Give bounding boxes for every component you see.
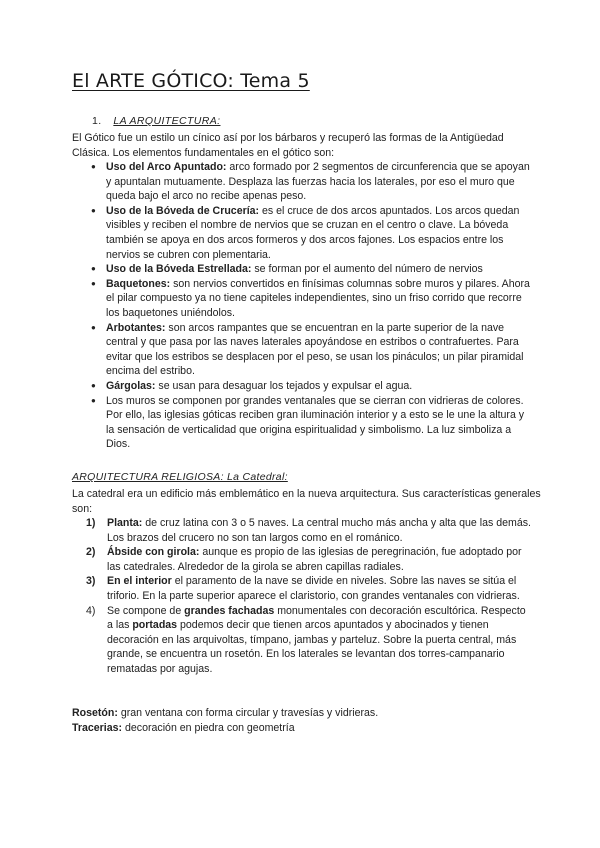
page-title: El ARTE GÓTICO: Tema 5 — [72, 70, 310, 92]
item-term: Ábside con girola: — [107, 546, 200, 559]
list-item — [86, 545, 534, 574]
bullet-text: es el cruce de dos arcos apuntados. Los arcos quedan visibles y reciben el nombre de nervios que se cruzan en el centro o clave. La bóveda también se apoya en dos arcos formeros y dos arcos fajones. Los espacios entre los nervios se cubren con plementaria. — [106, 204, 520, 261]
bullet-text: arco formado por 2 segmentos de circunferencia que se apoyan y apuntalan mutuamente. Desplaza las fuerzas hacia los laterales, por eso el muro que queda bajo el arco no recibe apenas peso. — [106, 161, 530, 203]
bullet-term: Arbotantes: — [106, 321, 166, 334]
item-number: 3) — [86, 575, 96, 588]
bullet-text: son arcos rampantes que se encuentran en la parte superior de la nave central y que pasa por las naves laterales apoyándose en estribos o contrafuertes. Para evitar que los estribos se desplacen por el peso, se usan los pináculos; un pilar piramidal encima del estribo. — [106, 321, 524, 378]
item-term: grandes fachadas — [184, 604, 275, 617]
definition-text: decoración en piedra con geometría — [122, 722, 295, 734]
item-term: En el interior — [107, 575, 172, 588]
definition-text: gran ventana con forma circular y travesías y vidrieras. — [117, 707, 379, 719]
bullet-text: se forman por el aumento del número de nervios — [251, 263, 483, 276]
list-item — [91, 160, 531, 204]
list-item — [91, 204, 531, 262]
section-heading-catedral: ARQUITECTURA RELIGIOSA: La Catedral: — [72, 471, 288, 483]
section-heading-arquitectura — [92, 115, 220, 127]
item-mid: monumentales con decoración escultórica. Respecto a las — [107, 604, 526, 632]
bullet-text: se usan para desaguar los tejados y expulsar el agua. — [155, 379, 413, 392]
definition-term: Tracerias: — [72, 722, 123, 734]
section-number: 1. — [92, 115, 102, 127]
list-item — [91, 394, 531, 452]
bullet-term: Baquetones: — [106, 277, 171, 290]
bullet-text: son nervios convertidos en finísimas columnas sobre muros y pilares. Ahora el pilar compuesto ya no tiene capiteles independientes, sino un friso corrido que recorre los baquetones uniéndolos. — [106, 277, 530, 319]
bullet-term: Uso de la Bóveda Estrellada: — [106, 263, 252, 276]
item-term: Planta: — [107, 517, 143, 529]
item-text: podemos decir que tienen arcos apuntados y abocinados y tienen decoración en las arquivoltas, tímpano, jambas y parteluz. Sobre la puerta central, más grande, se encuentra un rosetón. En los laterales se levantan dos torres-campanario rematadas por agujas. — [107, 619, 517, 675]
bullet-term: Gárgolas: — [106, 379, 156, 392]
list-item — [91, 379, 531, 394]
definition-tracerias — [72, 721, 542, 736]
item-text: aunque es propio de las iglesias de peregrinación, fue adoptado por las catedrales. Alrededor de la girola se abren capillas radiales. — [107, 546, 522, 573]
bullet-text: Los muros se componen por grandes ventanales que se cierran con vidrieras de colores. Por ello, las iglesias góticas reciben gran iluminación interior y a esto se le une la altura y la sensación de verticalidad que origina espiritualidad y simbolismo. La luz simboliza a Dios. — [106, 394, 525, 451]
section-heading-text: LA ARQUITECTURA: — [113, 115, 221, 127]
item-text: el paramento de la nave se divide en niveles. Sobre las naves se sitúa el triforio. En la parte superior aparece el claristorio, con grandes ventanales con vidrieras. — [107, 575, 520, 602]
list-item — [86, 574, 534, 603]
intro2-paragraph: La catedral era un edificio más emblemático en la nueva arquitectura. Sus características generales son: — [72, 488, 541, 515]
item-term-2: portadas — [132, 619, 178, 632]
list-item — [86, 604, 534, 677]
catedral-characteristics-list — [86, 516, 534, 677]
definition-term: Rosetón: — [72, 707, 118, 719]
item-number: 1) — [86, 517, 96, 529]
list-item — [91, 277, 531, 321]
list-item — [91, 262, 531, 277]
elements-list — [91, 160, 531, 452]
intro-paragraph: El Gótico fue un estilo un cínico así por los bárbaros y recuperó las formas de la Antigüedad Clásica. Los elementos fundamentales en el gótico son: — [72, 132, 504, 159]
list-item — [86, 516, 534, 545]
item-text: de cruz latina con 3 o 5 naves. La central mucho más ancha y alta que las demás. Los brazos del crucero no son tan largos como en el románico. — [107, 517, 531, 544]
item-number: 4) — [86, 604, 96, 617]
list-item — [91, 321, 531, 379]
item-number: 2) — [86, 546, 96, 559]
bullet-term: Uso de la Bóveda de Crucería: — [106, 204, 260, 217]
definition-roseton — [72, 706, 542, 721]
item-pre: Se compone de — [107, 604, 185, 617]
bullet-term: Uso del Arco Apuntado: — [106, 161, 227, 173]
